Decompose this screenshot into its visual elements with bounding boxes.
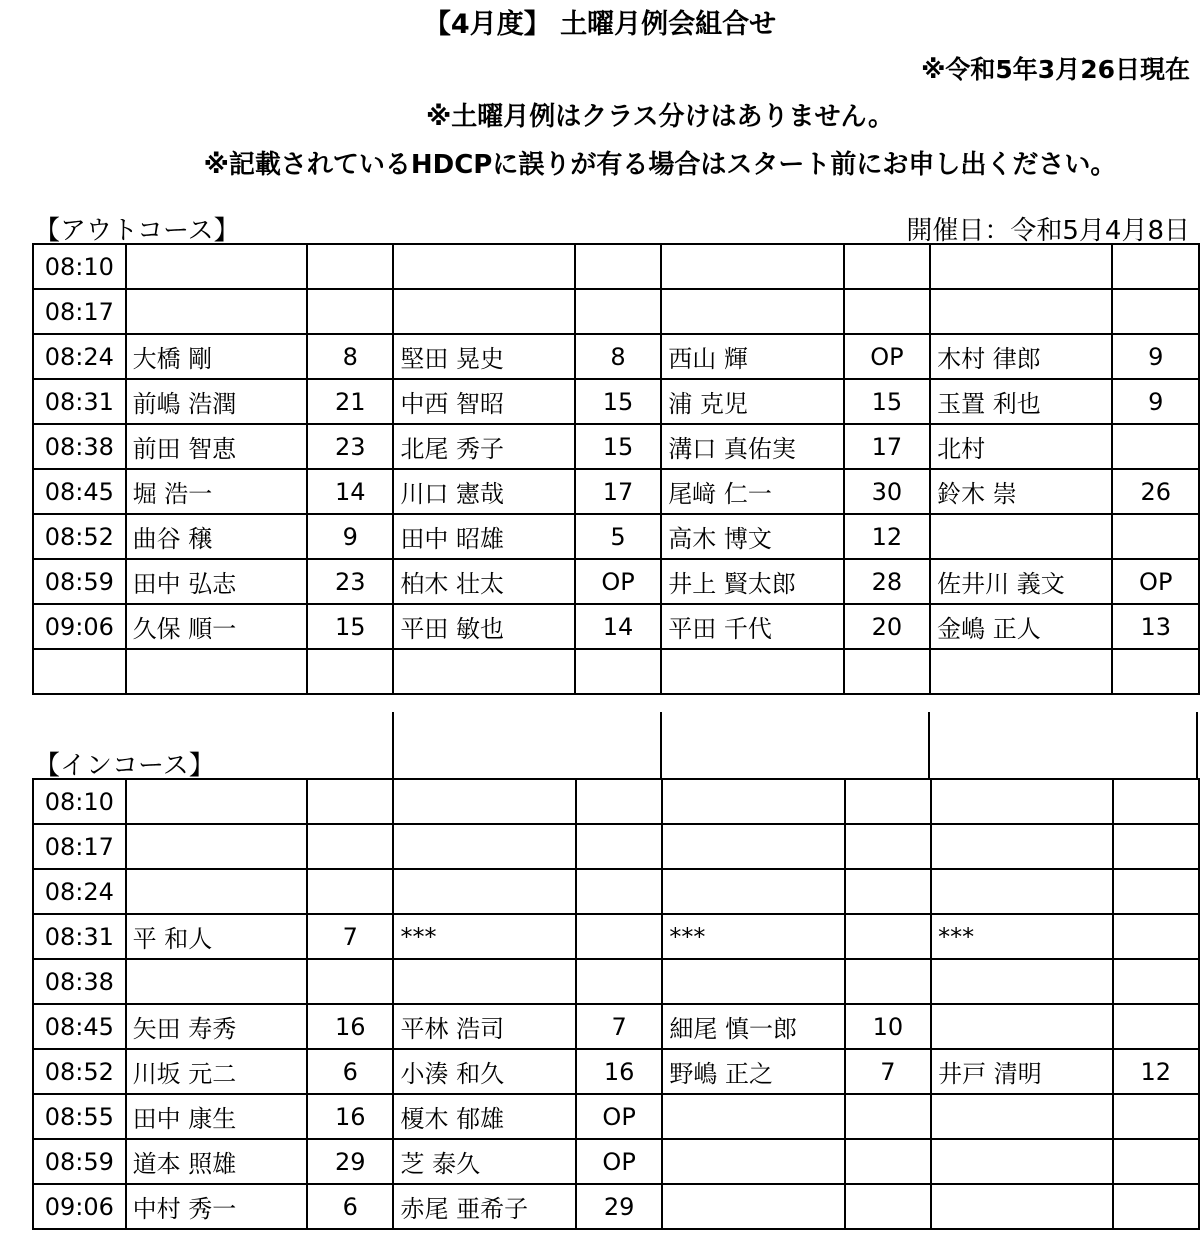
handicap: 26 bbox=[1112, 469, 1199, 514]
event-date: 開催日：令和5月4月8日 bbox=[906, 216, 1190, 246]
handicap bbox=[845, 1139, 931, 1184]
handicap bbox=[845, 959, 931, 1004]
tee-time-row bbox=[33, 1139, 1199, 1184]
handicap: 28 bbox=[844, 559, 930, 604]
tee-time bbox=[33, 649, 126, 694]
tee-time: 08:31 bbox=[33, 914, 126, 959]
handicap: 15 bbox=[575, 424, 661, 469]
player-name: 田中 康生 bbox=[126, 1094, 308, 1139]
player-name: 赤尾 亜希子 bbox=[393, 1184, 575, 1229]
handicap bbox=[1113, 1004, 1199, 1049]
player-name: 西山 輝 bbox=[661, 334, 843, 379]
tee-time-row bbox=[33, 604, 1199, 649]
handicap: 12 bbox=[1113, 1049, 1199, 1094]
tee-time: 08:59 bbox=[33, 559, 126, 604]
player-name: 芝 泰久 bbox=[393, 1139, 575, 1184]
tee-time: 08:38 bbox=[33, 424, 126, 469]
handicap: 7 bbox=[576, 1004, 662, 1049]
player-name: 細尾 慎一郎 bbox=[662, 1004, 844, 1049]
tee-time-row bbox=[33, 514, 1199, 559]
player-name: 矢田 寿秀 bbox=[126, 1004, 308, 1049]
handicap: 21 bbox=[307, 379, 393, 424]
player-name: 溝口 真佑実 bbox=[661, 424, 843, 469]
in-course-table bbox=[32, 778, 1200, 1230]
handicap: 17 bbox=[844, 424, 930, 469]
handicap: 16 bbox=[307, 1094, 393, 1139]
handicap: 7 bbox=[845, 1049, 931, 1094]
handicap bbox=[1113, 1094, 1199, 1139]
player-name: 浦 克児 bbox=[661, 379, 843, 424]
tee-time-row bbox=[33, 334, 1199, 379]
player-name: 平 和人 bbox=[126, 914, 308, 959]
handicap: 9 bbox=[1112, 379, 1199, 424]
player-name: 大橋 剛 bbox=[126, 334, 307, 379]
tee-time: 09:06 bbox=[33, 1184, 126, 1229]
handicap: OP bbox=[576, 1139, 662, 1184]
handicap bbox=[307, 649, 393, 694]
player-name: 平林 浩司 bbox=[393, 1004, 575, 1049]
gap-divider bbox=[660, 712, 662, 778]
tee-time: 08:17 bbox=[33, 289, 126, 334]
handicap bbox=[1113, 1139, 1199, 1184]
tee-time-row bbox=[33, 244, 1199, 289]
out-course-table bbox=[32, 243, 1200, 695]
handicap: 13 bbox=[1112, 604, 1199, 649]
tee-time: 08:45 bbox=[33, 469, 126, 514]
tee-time: 08:24 bbox=[33, 334, 126, 379]
handicap bbox=[1112, 514, 1199, 559]
player-name: 金嶋 正人 bbox=[930, 604, 1112, 649]
out-course-label: 【アウトコース】 bbox=[34, 216, 240, 246]
tee-time: 08:38 bbox=[33, 959, 126, 1004]
player-name bbox=[393, 869, 575, 914]
player-name: 北村 bbox=[930, 424, 1112, 469]
player-name bbox=[931, 869, 1113, 914]
player-name bbox=[662, 824, 844, 869]
player-name bbox=[930, 244, 1112, 289]
player-name: 堀 浩一 bbox=[126, 469, 307, 514]
player-name: 柏木 壮太 bbox=[393, 559, 574, 604]
player-name bbox=[931, 1004, 1113, 1049]
as-of-date: ※令和5年3月26日現在 bbox=[921, 55, 1190, 84]
player-name bbox=[930, 514, 1112, 559]
handicap: OP bbox=[576, 1094, 662, 1139]
tee-time: 08:52 bbox=[33, 1049, 126, 1094]
tee-time-row bbox=[33, 289, 1199, 334]
tee-time-row bbox=[33, 469, 1199, 514]
tee-time-row bbox=[33, 1004, 1199, 1049]
handicap bbox=[845, 1094, 931, 1139]
player-name: 北尾 秀子 bbox=[393, 424, 574, 469]
player-name bbox=[393, 824, 575, 869]
handicap: 29 bbox=[576, 1184, 662, 1229]
handicap bbox=[1112, 649, 1199, 694]
tee-time-row bbox=[33, 649, 1199, 694]
tee-time: 08:55 bbox=[33, 1094, 126, 1139]
player-name bbox=[931, 824, 1113, 869]
player-name: 中西 智昭 bbox=[393, 379, 574, 424]
handicap bbox=[1113, 869, 1199, 914]
player-name: 川口 憲哉 bbox=[393, 469, 574, 514]
handicap: OP bbox=[575, 559, 661, 604]
handicap bbox=[1113, 959, 1199, 1004]
player-name bbox=[662, 1184, 844, 1229]
player-name bbox=[662, 779, 844, 824]
player-name: 曲谷 穣 bbox=[126, 514, 307, 559]
player-name bbox=[930, 649, 1112, 694]
handicap: 12 bbox=[844, 514, 930, 559]
player-name bbox=[393, 649, 574, 694]
handicap bbox=[1113, 779, 1199, 824]
handicap bbox=[844, 244, 930, 289]
player-name bbox=[393, 244, 574, 289]
handicap bbox=[1112, 424, 1199, 469]
handicap: 14 bbox=[307, 469, 393, 514]
tee-time-row bbox=[33, 959, 1199, 1004]
handicap bbox=[845, 824, 931, 869]
handicap: 7 bbox=[307, 914, 393, 959]
player-name: 玉置 利也 bbox=[930, 379, 1112, 424]
player-name bbox=[931, 1094, 1113, 1139]
handicap: 10 bbox=[845, 1004, 931, 1049]
player-name: 川坂 元二 bbox=[126, 1049, 308, 1094]
player-name bbox=[126, 244, 307, 289]
handicap: 30 bbox=[844, 469, 930, 514]
handicap bbox=[576, 869, 662, 914]
handicap: 9 bbox=[1112, 334, 1199, 379]
player-name bbox=[126, 649, 307, 694]
player-name: 井上 賢太郎 bbox=[661, 559, 843, 604]
page-title: 【4月度】 土曜月例会組合せ bbox=[423, 9, 777, 40]
handicap bbox=[307, 289, 393, 334]
handicap bbox=[1113, 824, 1199, 869]
handicap bbox=[1113, 914, 1199, 959]
player-name: 田中 弘志 bbox=[126, 559, 307, 604]
player-name bbox=[662, 869, 844, 914]
tee-time: 08:59 bbox=[33, 1139, 126, 1184]
handicap bbox=[575, 244, 661, 289]
gap-divider bbox=[392, 712, 394, 778]
player-name bbox=[393, 779, 575, 824]
tee-time: 08:31 bbox=[33, 379, 126, 424]
handicap: 14 bbox=[575, 604, 661, 649]
handicap bbox=[845, 779, 931, 824]
player-name bbox=[930, 289, 1112, 334]
tee-time: 09:06 bbox=[33, 604, 126, 649]
gap-divider bbox=[928, 712, 930, 778]
player-name: *** bbox=[931, 914, 1113, 959]
handicap bbox=[1113, 1184, 1199, 1229]
tee-time-row bbox=[33, 424, 1199, 469]
player-name bbox=[662, 959, 844, 1004]
in-course-label: 【インコース】 bbox=[34, 751, 215, 781]
player-name bbox=[931, 779, 1113, 824]
handicap bbox=[845, 869, 931, 914]
handicap: 9 bbox=[307, 514, 393, 559]
handicap bbox=[576, 959, 662, 1004]
player-name: 平田 千代 bbox=[661, 604, 843, 649]
player-name bbox=[126, 869, 308, 914]
player-name: 鈴木 崇 bbox=[930, 469, 1112, 514]
handicap bbox=[845, 914, 931, 959]
handicap: 6 bbox=[307, 1049, 393, 1094]
player-name bbox=[126, 289, 307, 334]
player-name: 前田 智恵 bbox=[126, 424, 307, 469]
player-name: 中村 秀一 bbox=[126, 1184, 308, 1229]
notice-no-classes: ※土曜月例はクラス分けはありません。 bbox=[425, 102, 895, 132]
handicap bbox=[844, 649, 930, 694]
player-name bbox=[661, 289, 843, 334]
handicap: 8 bbox=[575, 334, 661, 379]
handicap: 16 bbox=[307, 1004, 393, 1049]
handicap bbox=[307, 779, 393, 824]
handicap: 16 bbox=[576, 1049, 662, 1094]
tee-time: 08:10 bbox=[33, 244, 126, 289]
handicap: 8 bbox=[307, 334, 393, 379]
handicap: OP bbox=[844, 334, 930, 379]
player-name: *** bbox=[662, 914, 844, 959]
handicap: 29 bbox=[307, 1139, 393, 1184]
handicap: 23 bbox=[307, 424, 393, 469]
handicap bbox=[576, 824, 662, 869]
handicap bbox=[575, 289, 661, 334]
player-name: 木村 律郎 bbox=[930, 334, 1112, 379]
handicap: 20 bbox=[844, 604, 930, 649]
tee-time: 08:52 bbox=[33, 514, 126, 559]
player-name bbox=[931, 1184, 1113, 1229]
player-name bbox=[661, 649, 843, 694]
handicap bbox=[576, 914, 662, 959]
player-name bbox=[126, 959, 308, 1004]
player-name: 高木 博文 bbox=[661, 514, 843, 559]
player-name bbox=[931, 1139, 1113, 1184]
handicap bbox=[575, 649, 661, 694]
handicap bbox=[307, 959, 393, 1004]
handicap bbox=[1112, 244, 1199, 289]
handicap: 15 bbox=[575, 379, 661, 424]
player-name: 井戸 清明 bbox=[931, 1049, 1113, 1094]
player-name bbox=[393, 289, 574, 334]
tee-time-row bbox=[33, 914, 1199, 959]
handicap bbox=[1112, 289, 1199, 334]
tee-time-row bbox=[33, 1184, 1199, 1229]
handicap bbox=[576, 779, 662, 824]
player-name: 道本 照雄 bbox=[126, 1139, 308, 1184]
tee-time-row bbox=[33, 869, 1199, 914]
player-name: *** bbox=[393, 914, 575, 959]
handicap: 23 bbox=[307, 559, 393, 604]
player-name bbox=[393, 959, 575, 1004]
handicap: 15 bbox=[307, 604, 393, 649]
notice-hdcp-errors: ※記載されているHDCPに誤りが有る場合はスタート前にお申し出ください。 bbox=[203, 150, 1117, 180]
tee-time-row bbox=[33, 379, 1199, 424]
handicap: 5 bbox=[575, 514, 661, 559]
handicap: 15 bbox=[844, 379, 930, 424]
handicap bbox=[844, 289, 930, 334]
player-name bbox=[662, 1094, 844, 1139]
player-name: 野嶋 正之 bbox=[662, 1049, 844, 1094]
tee-time: 08:24 bbox=[33, 869, 126, 914]
handicap bbox=[307, 244, 393, 289]
player-name: 田中 昭雄 bbox=[393, 514, 574, 559]
player-name: 尾﨑 仁一 bbox=[661, 469, 843, 514]
tee-time-row bbox=[33, 779, 1199, 824]
player-name bbox=[126, 824, 308, 869]
player-name: 堅田 晃史 bbox=[393, 334, 574, 379]
player-name bbox=[661, 244, 843, 289]
player-name: 平田 敏也 bbox=[393, 604, 574, 649]
tee-time-row bbox=[33, 824, 1199, 869]
player-name bbox=[662, 1139, 844, 1184]
handicap: 6 bbox=[307, 1184, 393, 1229]
tee-time-row bbox=[33, 1049, 1199, 1094]
player-name: 小湊 和久 bbox=[393, 1049, 575, 1094]
gap-divider bbox=[1196, 712, 1198, 778]
player-name: 榎木 郁雄 bbox=[393, 1094, 575, 1139]
tee-time: 08:45 bbox=[33, 1004, 126, 1049]
player-name: 前嶋 浩潤 bbox=[126, 379, 307, 424]
tee-time: 08:17 bbox=[33, 824, 126, 869]
player-name bbox=[931, 959, 1113, 1004]
handicap: 17 bbox=[575, 469, 661, 514]
handicap bbox=[845, 1184, 931, 1229]
handicap: OP bbox=[1112, 559, 1199, 604]
tee-time: 08:10 bbox=[33, 779, 126, 824]
handicap bbox=[307, 824, 393, 869]
player-name bbox=[126, 779, 308, 824]
handicap bbox=[307, 869, 393, 914]
player-name: 佐井川 義文 bbox=[930, 559, 1112, 604]
player-name: 久保 順一 bbox=[126, 604, 307, 649]
tee-time-row bbox=[33, 559, 1199, 604]
tee-time-row bbox=[33, 1094, 1199, 1139]
